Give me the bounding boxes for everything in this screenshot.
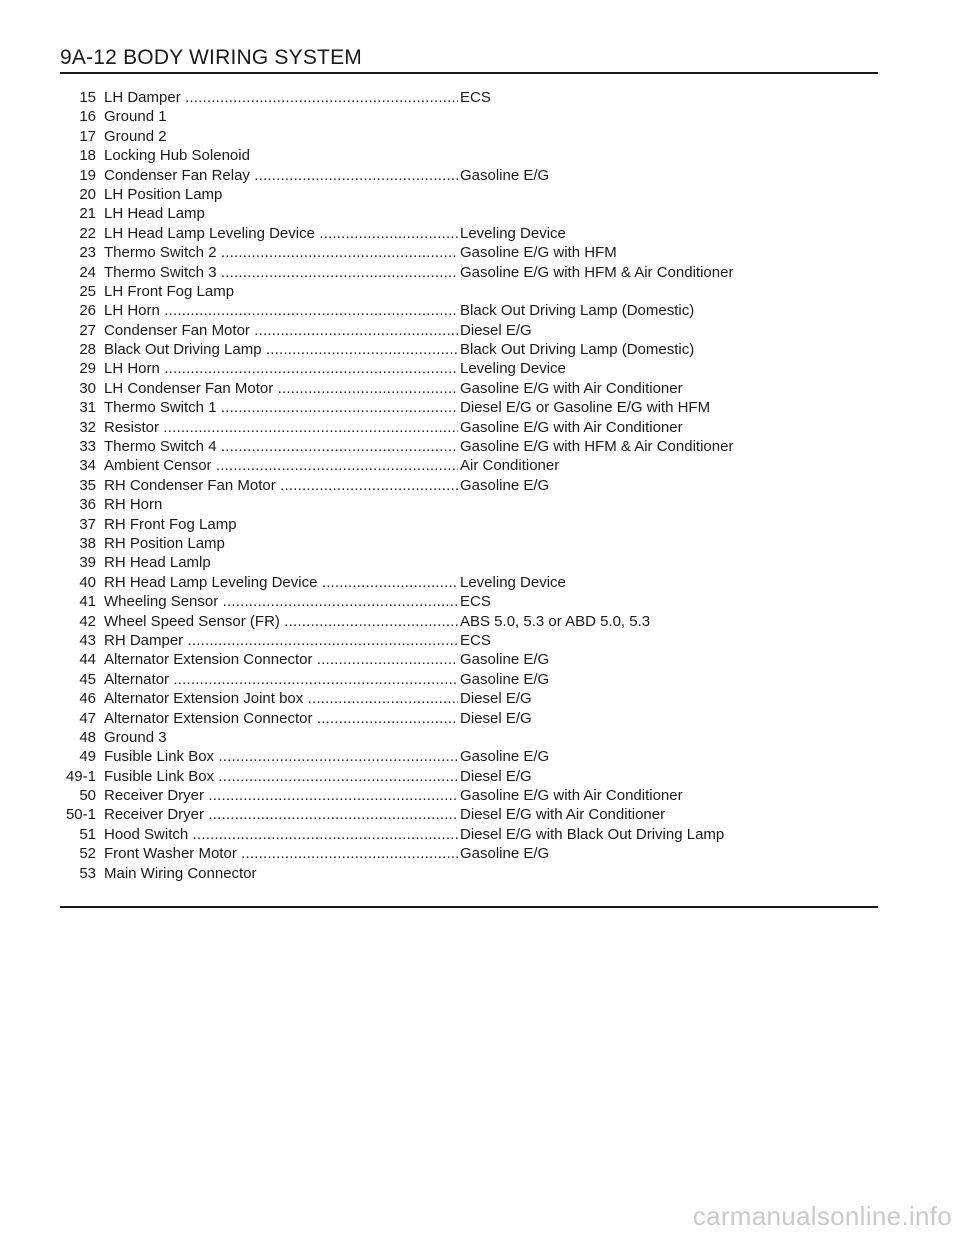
component-name: Locking Hub Solenoid [104,147,250,165]
item-number: 44 [79,651,96,669]
item-number: 15 [79,89,96,106]
application-note: Gasoline E/G with Air Conditioner [460,787,683,805]
application-note: Diesel E/G with Black Out Driving Lamp [460,825,725,843]
item-number: 32 [79,418,96,436]
item-number: 53 [79,864,96,882]
legend-row [40,612,880,631]
legend-row [40,224,880,243]
item-number: 20 [79,185,96,203]
item-number: 41 [79,593,96,611]
item-number: 19 [79,166,96,184]
item-number: 50 [79,787,96,805]
application-note: Diesel E/G [460,690,532,708]
application-note: Gasoline E/G [460,476,550,494]
legend-row [40,263,880,282]
component-name: Alternator Extension Joint box ..... [104,689,458,708]
item-number: 24 [79,263,96,281]
component-name: Receiver Dryer ..... [104,786,458,805]
legend-row [40,127,880,146]
application-note: Gasoline E/G [460,651,550,669]
legend-row [40,476,880,495]
component-name: Fusible Link Box ..... [104,747,458,766]
component-name: Condenser Fan Relay ..... [104,166,458,185]
item-number: 25 [79,282,96,300]
item-number: 31 [79,399,96,417]
item-number: 40 [79,573,96,591]
item-number: 43 [79,631,96,649]
component-name: Front Washer Motor ..... [104,844,458,863]
item-number: 49 [79,748,96,766]
legend-row [40,515,880,534]
item-number: 45 [79,670,96,688]
application-note: Gasoline E/G [460,845,550,863]
component-name: Ambient Censor ..... [104,456,458,475]
component-name: Thermo Switch 2 ..... [104,243,458,262]
legend-row [40,534,880,553]
application-note: Diesel E/G [460,767,532,785]
legend-row [40,631,880,650]
page-title: 9A-12 BODY WIRING SYSTEM [60,46,362,69]
application-note: Leveling Device [460,573,566,591]
item-number: 30 [79,379,96,397]
legend-row [40,825,880,844]
component-name: Black Out Driving Lamp ..... [104,340,458,359]
item-number: 21 [79,205,96,223]
legend-row [40,495,880,514]
component-name: Condenser Fan Motor ..... [104,321,458,340]
legend-row [40,301,880,320]
item-number: 23 [79,244,96,262]
item-number: 37 [79,515,96,533]
legend-row [40,282,880,301]
legend-row [40,379,880,398]
component-name: Resistor ..... [104,418,458,437]
component-name: Alternator Extension Connector ..... [104,709,458,728]
component-name: LH Horn ..... [104,359,458,378]
component-name: LH Front Fog Lamp [104,282,235,300]
application-note: Leveling Device [460,360,566,378]
component-name: LH Condenser Fan Motor ..... [104,379,458,398]
application-note: Diesel E/G or Gasoline E/G with HFM [460,399,711,417]
component-name: Main Wiring Connector [104,864,257,882]
application-note: Air Conditioner [460,457,560,475]
item-number: 16 [79,108,96,126]
item-number: 28 [79,341,96,359]
legend-row [40,553,880,572]
legend-row [40,204,880,223]
application-note: Leveling Device [460,224,566,242]
item-number: 34 [79,457,96,475]
application-note: ECS [460,89,491,106]
legend-row [40,107,880,126]
component-name: RH Front Fog Lamp [104,515,237,533]
application-note: ECS [460,593,491,611]
application-note: Gasoline E/G [460,748,550,766]
component-name: Ground 3 [104,728,167,746]
component-name: Hood Switch ..... [104,825,458,844]
component-legend-list [40,88,880,883]
component-name: Ground 1 [104,108,167,126]
application-note: Diesel E/G [460,321,532,339]
item-number: 36 [79,496,96,514]
application-note: Diesel E/G [460,709,532,727]
item-number: 47 [79,709,96,727]
item-number: 38 [79,534,96,552]
legend-row [40,340,880,359]
item-number: 18 [79,147,96,165]
legend-row [40,650,880,669]
component-name: RH Head Lamlp [104,554,211,572]
item-number: 51 [79,825,96,843]
component-name: Ground 2 [104,127,167,145]
item-number: 17 [79,127,96,145]
legend-row [40,864,880,883]
legend-row [40,146,880,165]
component-name: Fusible Link Box ..... [104,767,458,786]
item-number: 33 [79,438,96,456]
item-number: 22 [79,224,96,242]
component-name: Wheeling Sensor ..... [104,592,458,611]
legend-row [40,728,880,747]
legend-row [40,437,880,456]
item-number: 29 [79,360,96,378]
legend-row [40,670,880,689]
legend-row [40,844,880,863]
component-name: LH Horn ..... [104,301,458,320]
item-number: 48 [79,728,96,746]
legend-row [40,185,880,204]
component-name: RH Position Lamp [104,534,225,552]
application-note: Gasoline E/G with HFM [460,244,617,262]
item-number: 52 [79,845,96,863]
legend-row [40,786,880,805]
application-note: Black Out Driving Lamp (Domestic) [460,302,695,320]
legend-row [40,166,880,185]
legend-row [40,243,880,262]
component-name: LH Head Lamp Leveling Device ..... [104,224,458,243]
application-note: Diesel E/G with Air Conditioner [460,806,666,824]
component-name: RH Horn [104,496,163,514]
component-name: Wheel Speed Sensor (FR) ..... [104,612,458,631]
component-name: RH Condenser Fan Motor ..... [104,476,458,495]
legend-row [40,321,880,340]
component-name: Thermo Switch 4 ..... [104,437,458,456]
legend-row [40,398,880,417]
legend-row [40,592,880,611]
legend-row [40,689,880,708]
component-name: Alternator Extension Connector ..... [104,650,458,669]
item-number: 27 [79,321,96,339]
item-number: 26 [79,302,96,320]
legend-row [40,418,880,437]
component-name: Thermo Switch 1 ..... [104,398,458,417]
component-name: Thermo Switch 3 ..... [104,263,458,282]
application-note: ECS [460,631,491,649]
item-number: 35 [79,476,96,494]
component-name: RH Damper ..... [104,631,458,650]
legend-row [40,456,880,475]
legend-row [40,359,880,378]
component-name: RH Head Lamp Leveling Device ..... [104,573,458,592]
component-name: LH Head Lamp [104,205,205,223]
item-number: 46 [79,690,96,708]
application-note: Gasoline E/G [460,670,550,688]
application-note: ABS 5.0, 5.3 or ABD 5.0, 5.3 [460,612,651,630]
application-note: Black Out Driving Lamp (Domestic) [460,341,695,359]
item-number: 42 [79,612,96,630]
header-divider [60,72,878,74]
component-name: LH Damper ..... [104,88,458,107]
component-name: Receiver Dryer ..... [104,805,458,824]
legend-row [40,747,880,766]
item-number: 50-1 [65,806,96,824]
application-note: Gasoline E/G with Air Conditioner [460,379,683,397]
application-note: Gasoline E/G with Air Conditioner [460,418,683,436]
component-name: Alternator ..... [104,670,458,689]
application-note: Gasoline E/G with HFM & Air Conditioner [460,263,734,281]
application-note: Gasoline E/G [460,166,550,184]
component-name: LH Position Lamp [104,185,223,203]
item-number: 39 [79,554,96,572]
application-note: Gasoline E/G with HFM & Air Conditioner [460,438,734,456]
footer-divider [60,906,878,908]
legend-row [40,88,880,107]
watermark: carmanualsonline.info [692,1201,952,1231]
item-number: 49-1 [65,767,96,785]
legend-row [40,573,880,592]
legend-row [40,709,880,728]
legend-row [40,805,880,824]
legend-row [40,767,880,786]
